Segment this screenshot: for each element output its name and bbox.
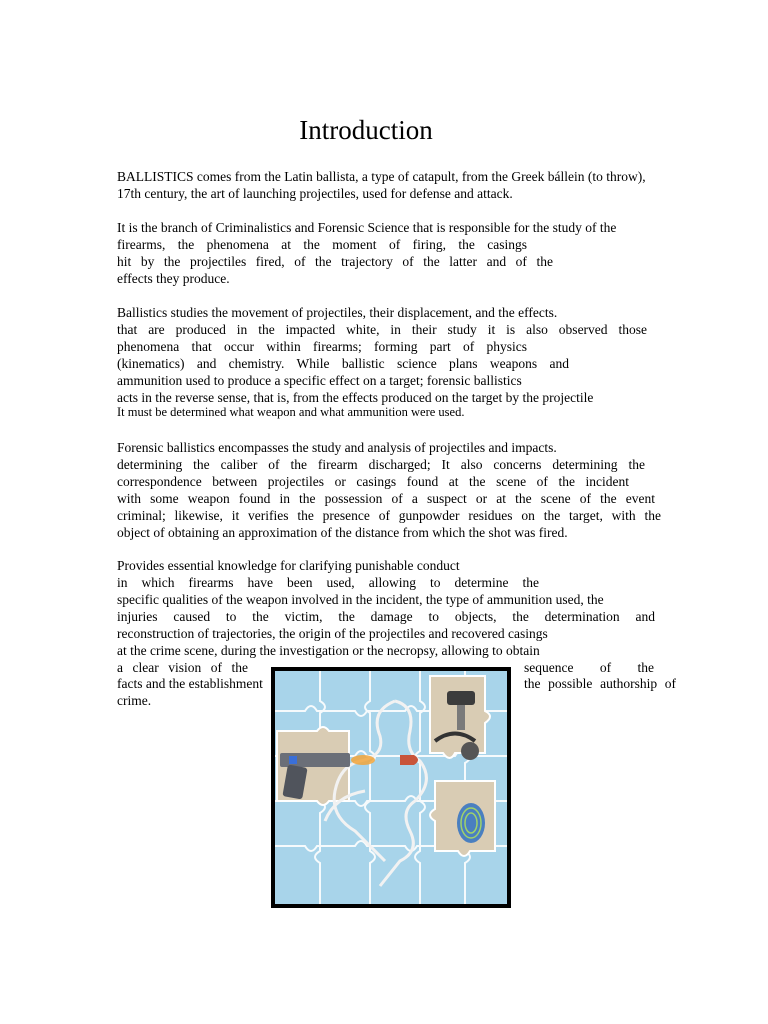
- paragraph-4-line-6: object of obtaining an approximation of the distance from which the shot was fired.: [117, 525, 568, 540]
- paragraph-4-line-1: Forensic ballistics encompasses the study and analysis of projectiles and impacts.: [117, 440, 557, 455]
- paragraph-2-line-2: firearms, the phenomena at the moment of firing, the casings: [117, 237, 527, 252]
- fingerprint-illustration: [457, 803, 485, 843]
- paragraph-1-line-2: 17th century, the art of launching projectiles, used for defense and attack.: [117, 186, 513, 201]
- paragraph-4-line-2: determining the caliber of the firearm discharged; It also concerns determining the: [117, 457, 645, 472]
- paragraph-2-line-4: effects they produce.: [117, 271, 230, 286]
- muzzle-flame: [351, 755, 375, 765]
- wrap-line-2-right: the possible authorship of: [524, 676, 676, 691]
- paragraph-4-line-3: correspondence between projectiles or casings found at the scene of the incident: [117, 474, 629, 489]
- bullet: [400, 755, 418, 765]
- puzzle-image: [275, 671, 507, 904]
- paragraph-3-line-6: acts in the reverse sense, that is, from the effects produced on the target by the projectile: [117, 390, 594, 405]
- ballistics-puzzle-illustration: [271, 667, 511, 908]
- wrap-line-3: crime.: [117, 693, 152, 708]
- paragraph-3-line-1: Ballistics studies the movement of projectiles, their displacement, and the effects.: [117, 305, 558, 320]
- paragraph-5-line-2: in which firearms have been used, allowing to determine the: [117, 575, 539, 590]
- paragraph-3-line-5: ammunition used to produce a specific effect on a target; forensic ballistics: [117, 373, 522, 388]
- paragraph-5-line-4: injuries caused to the victim, the damage to objects, the determination and: [117, 609, 655, 624]
- paragraph-3-line-3: phenomena that occur within firearms; forming part of physics: [117, 339, 527, 354]
- paragraph-3-line-7: It must be determined what weapon and what ammunition were used.: [117, 405, 465, 419]
- paragraph-3-line-2: that are produced in the impacted white, in their study it is also observed those: [117, 322, 647, 337]
- page-title: Introduction: [299, 115, 433, 145]
- paragraph-5-line-3: specific qualities of the weapon involved in the incident, the type of ammunition used, the: [117, 592, 604, 607]
- paragraph-5-line-1: Provides essential knowledge for clarifying punishable conduct: [117, 558, 460, 573]
- paragraph-1-line-1: BALLISTICS comes from the Latin ballista, a type of catapult, from the Greek bállein (to throw),: [117, 169, 646, 184]
- wrap-line-1-right: sequence of the: [524, 660, 654, 675]
- paragraph-2-line-3: hit by the projectiles fired, of the trajectory of the latter and of the: [117, 254, 553, 269]
- paragraph-2-line-1: It is the branch of Criminalistics and Forensic Science that is responsible for the study of the: [117, 220, 617, 235]
- wrap-line-2-left: facts and the establishment: [117, 676, 263, 691]
- paragraph-4-line-4: with some weapon found in the possession of a suspect or at the scene of the event: [117, 491, 655, 506]
- paragraph-5-line-5: reconstruction of trajectories, the origin of the projectiles and recovered casings: [117, 626, 548, 641]
- wrap-line-1-left: a clear vision of the: [117, 660, 248, 675]
- paragraph-4-line-5: criminal; likewise, it verifies the presence of gunpowder residues on the target, with the: [117, 508, 661, 523]
- paragraph-3-line-4: (kinematics) and chemistry. While ballistic science plans weapons and: [117, 356, 569, 371]
- paragraph-5-line-6: at the crime scene, during the investigation or the necropsy, allowing to obtain: [117, 643, 540, 658]
